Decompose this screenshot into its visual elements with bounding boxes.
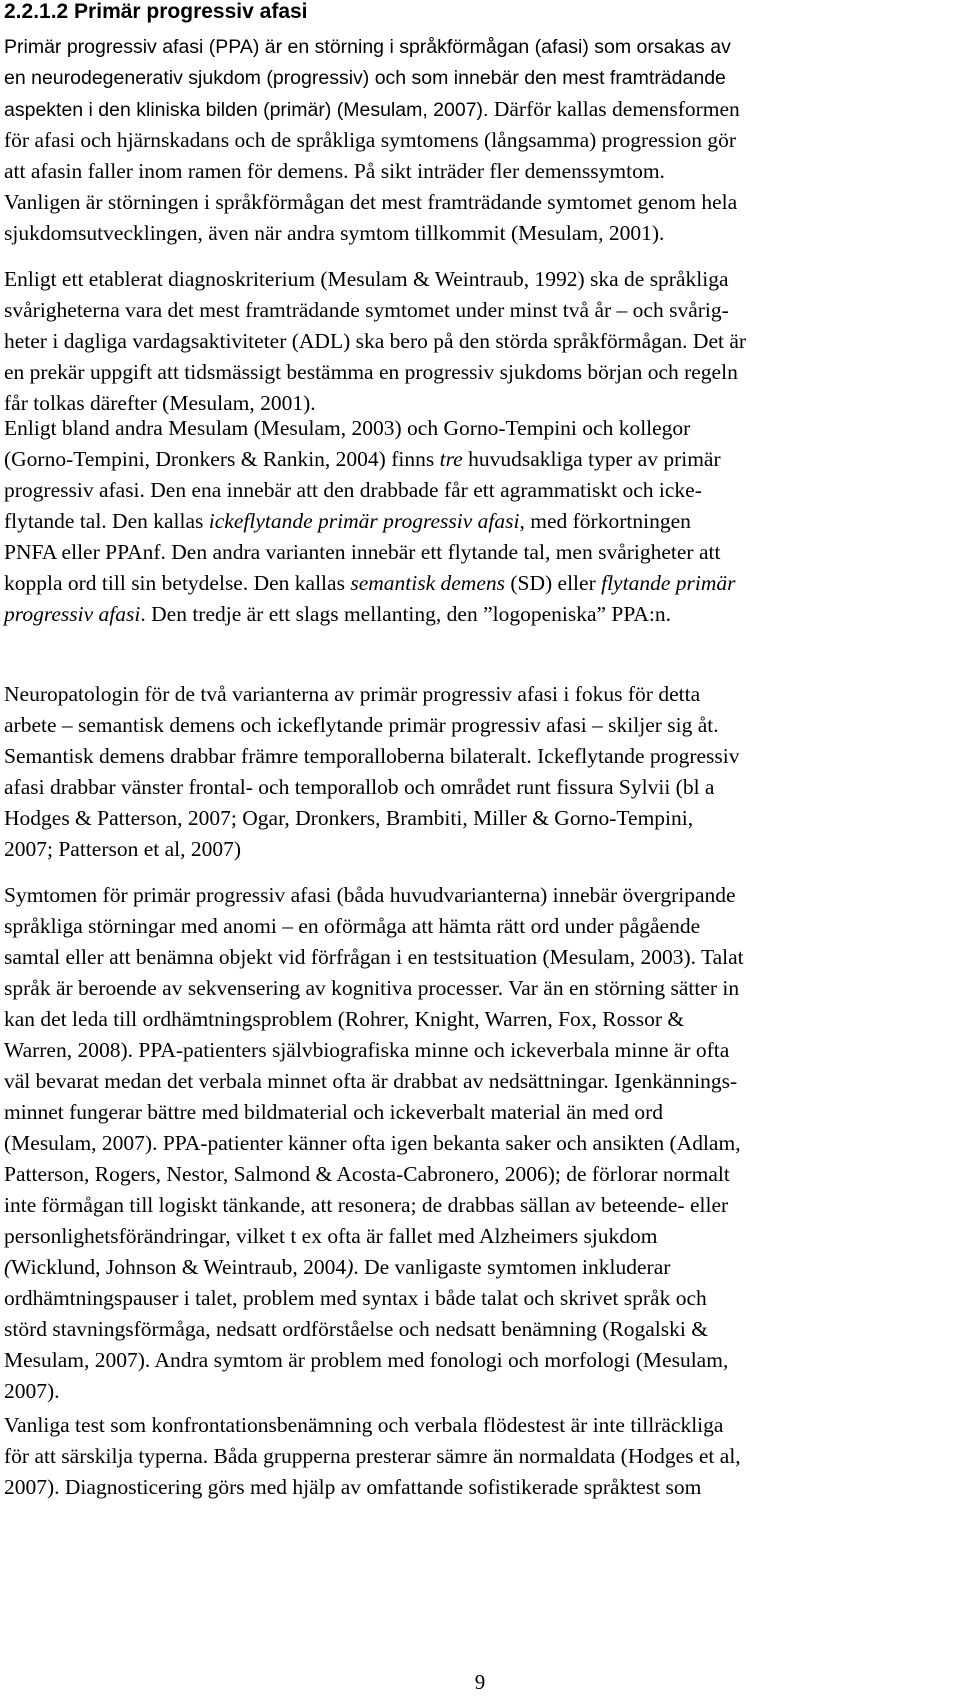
text-line: [4, 1159, 944, 1190]
text-line: [4, 537, 944, 568]
italic-text: semantisk demens: [350, 571, 505, 595]
text-segment: aspekten i den kliniska bilden (primär) (Mesulam, 2007).: [4, 99, 489, 121]
text-segment: . Den tredje är ett slags mellanting, den ”logopeniska” PPA:n.: [140, 602, 671, 626]
text-line: [4, 942, 944, 973]
text-segment: får tolkas därefter (Mesulam, 2001).: [4, 391, 316, 415]
text-segment: störd stavningsförmåga, nedsatt ordförståelse och nedsatt benämning (Rogalski &: [4, 1317, 708, 1341]
text-segment: koppla ord till sin betydelse. Den kallas: [4, 571, 351, 595]
text-line: [4, 444, 944, 475]
text-segment: svårigheterna vara det mest framträdande symtomet under minst två år – och svårig-: [4, 298, 729, 322]
text-line: [4, 1314, 944, 1345]
text-line: [4, 125, 944, 156]
text-segment: inte förmågan till logiskt tänkande, att resonera; de drabbas sällan av beteende- eller: [4, 1193, 729, 1217]
text-line: [4, 710, 944, 741]
text-line: [4, 218, 944, 249]
text-line: [4, 599, 944, 630]
text-segment: På sikt inträder fler demenssymtom.: [348, 159, 665, 183]
text-line: [4, 1035, 944, 1066]
text-segment: huvudsakliga typer av primär: [462, 447, 721, 471]
paragraph: [4, 1410, 944, 1503]
text-segment: Vanligen är störningen i språkförmågan det mest framträdande symtomet genom hela: [4, 190, 738, 214]
text-segment: afasi drabbar vänster frontal- och temporallob och området runt fissura Sylvii (bl a: [4, 775, 715, 799]
text-line: [4, 741, 944, 772]
text-line: [4, 834, 944, 865]
text-segment: . De vanligaste symtomen inkluderar: [353, 1255, 671, 1279]
text-line: [4, 1283, 944, 1314]
text-segment: Wicklund, Johnson & Weintraub, 2004: [11, 1255, 347, 1279]
text-segment: sjukdomsutvecklingen, även när andra symtom tillkommit (Mesulam, 2001).: [4, 221, 665, 245]
text-line: [4, 187, 944, 218]
text-line: [4, 1376, 944, 1407]
text-line: [4, 357, 944, 388]
page-number: 9: [474, 1670, 486, 1694]
italic-text: tre: [439, 447, 463, 471]
text-segment: språkliga störningar med anomi – en oförmåga att hämta rätt ord under pågående: [4, 914, 701, 938]
text-line: [4, 1128, 944, 1159]
text-line: [4, 413, 944, 444]
text-segment: Semantisk demens drabbar främre temporalloberna bilateralt. Ickeflytande progressiv: [4, 744, 740, 768]
italic-text: (: [4, 1255, 12, 1279]
text-line: [4, 1190, 944, 1221]
text-line: [4, 156, 944, 187]
text-segment: Mesulam, 2007). Andra symtom är problem med fonologi och morfologi (Mesulam,: [4, 1348, 729, 1372]
italic-text: progressiv afasi: [4, 602, 141, 626]
text-segment: Enligt bland andra Mesulam (Mesulam, 2003) och Gorno-Tempini och kollegor: [4, 416, 691, 440]
text-segment: 2007; Patterson et al, 2007): [4, 837, 242, 861]
text-segment: Patterson, Rogers, Nestor, Salmond & Acosta-Cabronero, 2006); de förlorar normalt: [4, 1162, 730, 1186]
text-segment: Symtomen för primär progressiv afasi (båda huvudvarianterna) innebär övergripande: [4, 883, 736, 907]
text-segment: Warren, 2008). PPA-patienters självbiografiska minne och ickeverbala minne är ofta: [4, 1038, 730, 1062]
text-segment: en prekär uppgift att tidsmässigt bestämma en progressiv sjukdoms början och regeln: [4, 360, 738, 384]
text-segment: (Gorno-Tempini, Dronkers & Rankin, 2004) finns: [4, 447, 440, 471]
text-line: [4, 1066, 944, 1097]
text-line: [4, 326, 944, 357]
text-segment: 2007).: [4, 1379, 60, 1403]
text-line: [4, 1221, 944, 1252]
paragraph: [4, 880, 944, 1407]
text-line: [4, 1472, 944, 1503]
text-segment: flytande tal. Den kallas: [4, 509, 209, 533]
text-segment: Enligt ett etablerat diagnoskriterium (Mesulam & Weintraub, 1992) ska de språkliga: [4, 267, 729, 291]
text-segment: , med förkortningen: [519, 509, 691, 533]
text-segment: Vanliga test som konfrontationsbenämning och verbala flödestest är inte tillräckliga: [4, 1413, 724, 1437]
paragraph: [4, 413, 944, 630]
text-segment: Neuropatologin för de två varianterna av primär progressiv afasi i fokus för detta: [4, 682, 701, 706]
text-line: [4, 1345, 944, 1376]
text-line: [4, 803, 944, 834]
text-segment: 2007). Diagnosticering görs med hjälp av omfattande sofistikerade språktest som: [4, 1475, 702, 1499]
paragraph: [4, 679, 944, 865]
paragraph: [4, 32, 944, 249]
italic-text: flytande primär: [601, 571, 736, 595]
text-line: [4, 63, 944, 94]
italic-text: ickeflytande primär progressiv afasi: [208, 509, 520, 533]
text-segment: (Mesulam, 2007). PPA-patienter känner ofta igen bekanta saker och ansikten (Adlam,: [4, 1131, 741, 1155]
text-segment: personlighetsförändringar, vilket t ex ofta är fallet med Alzheimers sjukdom: [4, 1224, 658, 1248]
text-line: [4, 679, 944, 710]
text-segment: (SD) eller: [504, 571, 602, 595]
text-segment: PNFA eller PPAnf. Den andra varianten innebär ett flytande tal, men svårigheter att: [4, 540, 721, 564]
text-segment: kan det leda till ordhämtningsproblem (Rohrer, Knight, Warren, Fox, Rossor &: [4, 1007, 685, 1031]
text-line: [4, 911, 944, 942]
text-line: [4, 1097, 944, 1128]
text-segment: Hodges & Patterson, 2007; Ogar, Dronkers, Brambiti, Miller & Gorno-Tempini,: [4, 806, 694, 830]
text-line: [4, 772, 944, 803]
text-line: [4, 475, 944, 506]
text-segment: minnet fungerar bättre med bildmaterial och ickeverbalt material än med ord: [4, 1100, 664, 1124]
text-line: [4, 1004, 944, 1035]
text-segment: ordhämtningspauser i talet, problem med syntax i både talat och skrivet språk och: [4, 1286, 707, 1310]
text-line: [4, 1410, 944, 1441]
text-segment: för att särskilja typerna. Båda grupperna presterar sämre än normaldata (Hodges et al,: [4, 1444, 741, 1468]
text-segment: språk är beroende av sekvensering av kognitiva processer. Var än en störning sätter in: [4, 976, 740, 1000]
text-segment: att afasin faller inom ramen för demens.: [4, 159, 349, 183]
text-line: [4, 32, 944, 63]
text-line: [4, 1441, 944, 1472]
text-segment: Primär progressiv afasi (PPA) är en störning i språkförmågan (afasi) som orsakas av: [4, 36, 731, 58]
text-segment: arbete – semantisk demens och ickeflytande primär progressiv afasi – skiljer sig åt.: [4, 713, 719, 737]
text-line: [4, 568, 944, 599]
text-line: [4, 264, 944, 295]
text-segment: samtal eller att benämna objekt vid förfrågan i en testsituation (Mesulam, 2003). Talat: [4, 945, 744, 969]
text-segment: för afasi och hjärnskadans och de språkliga symtomens (långsamma) progression gör: [4, 128, 736, 152]
paragraph: [4, 264, 944, 419]
text-segment: en neurodegenerativ sjukdom (progressiv) och som innebär den mest framträdande: [4, 67, 726, 89]
text-segment: progressiv afasi. Den ena innebär att den drabbade får ett agrammatiskt och icke-: [4, 478, 702, 502]
text-line: [4, 880, 944, 911]
text-segment: heter i dagliga vardagsaktiviteter (ADL) ska bero på den störda språkförmågan. Det är: [4, 329, 747, 353]
text-line: [4, 973, 944, 1004]
italic-text: ): [346, 1255, 354, 1279]
text-segment: Därför kallas demensformen: [488, 97, 740, 121]
text-line: [4, 94, 944, 125]
text-segment: väl bevarat medan det verbala minnet ofta är drabbat av nedsättningar. Igenkännings-: [4, 1069, 738, 1093]
text-line: [4, 295, 944, 326]
section-heading: 2.2.1.2 Primär progressiv afasi: [4, 0, 308, 23]
text-line: [4, 1252, 944, 1283]
text-line: [4, 506, 944, 537]
